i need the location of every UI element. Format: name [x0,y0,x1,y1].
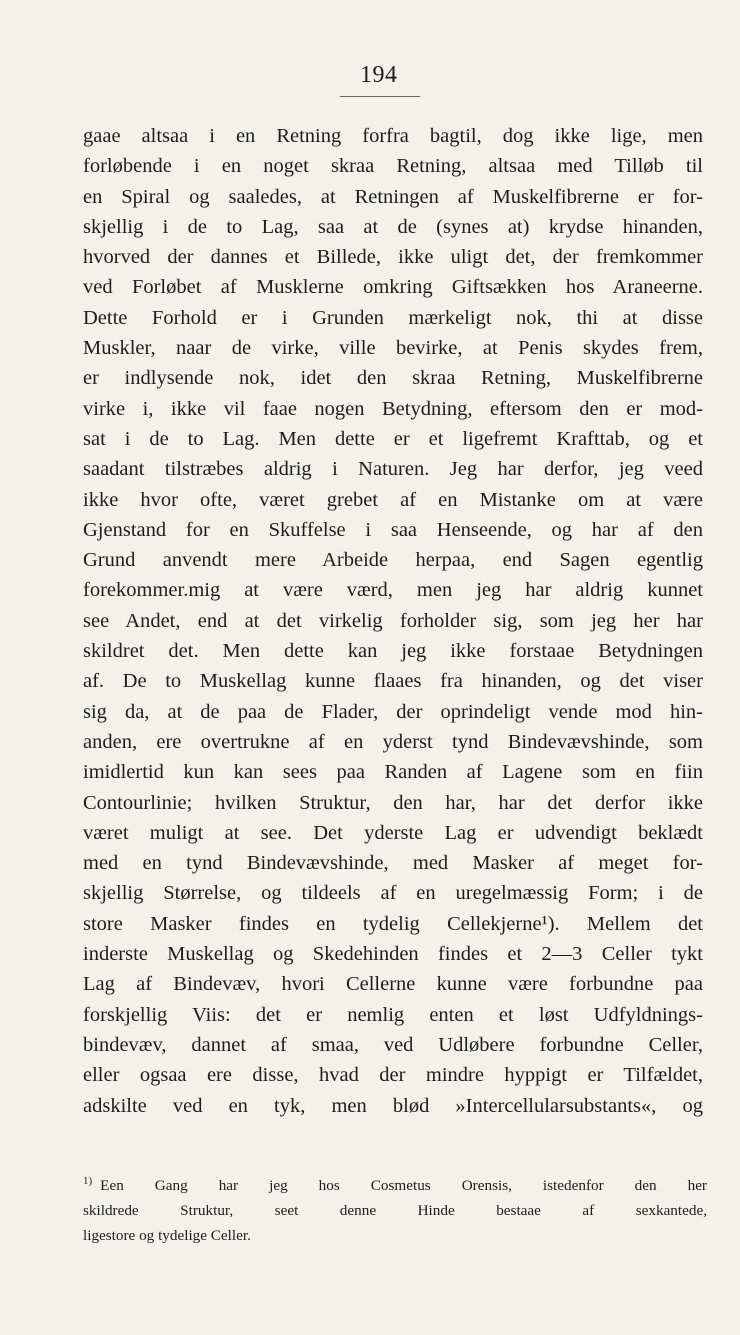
text-line: Muskler, naar de virke, ville bevirke, at Penis skydes frem, [83,337,703,360]
text-line: en Spiral og saaledes, at Retningen af Muskelfibrerne er for- [83,185,703,208]
text-line: saadant tilstræbes aldrig i Naturen. Jeg har derfor, jeg veed [83,458,703,481]
text-line: ikke hvor ofte, været grebet af en Mistanke om at være [83,488,703,511]
footnote-text: Een Gang har jeg hos Cosmetus Orensis, istedenfor den her [100,1177,707,1194]
footnote-line: skildrede Struktur, seet denne Hinde bestaae af sexkantede, [83,1202,707,1219]
text-line: af. De to Muskellag kunne flaaes fra hinanden, og det viser [83,670,703,693]
text-line: anden, ere overtrukne af en yderst tynd Bindevævshinde, som [83,730,703,753]
text-line: sig da, at de paa de Flader, der oprindeligt vende mod hin- [83,700,703,723]
text-line: forekommer.mig at være værd, men jeg har aldrig kunnet [83,579,703,602]
text-line: Lag af Bindevæv, hvori Cellerne kunne være forbundne paa [83,973,703,996]
text-line: sat i de to Lag. Men dette er et ligefremt Krafttab, og et [83,427,703,450]
footnote [83,1173,707,1248]
footnote-marker: 1) [83,1174,93,1187]
text-line: see Andet, end at det virkelig forholder sig, som jeg her har [83,609,703,632]
text-line: forskjellig Viis: det er nemlig enten et løst Udfyldnings- [83,1003,703,1026]
text-line: virke i, ikke vil faae nogen Betydning, eftersom den er mod- [83,397,703,420]
text-line: bindevæv, dannet af smaa, ved Udløbere forbundne Celler, [83,1033,703,1056]
text-line: forløbende i en noget skraa Retning, altsaa med Tilløb til [83,155,703,178]
text-line: skildret det. Men dette kan jeg ikke forstaae Betydningen [83,640,703,663]
text-line: hvorved der dannes et Billede, ikke uligt det, der fremkommer [83,246,703,269]
text-line: adskilte ved en tyk, men blød »Intercellularsubstants«, og [83,1094,703,1117]
footnote-line-first [83,1173,707,1198]
text-line: Gjenstand for en Skuffelse i saa Henseende, og har af den [83,518,703,541]
page-header [340,62,420,100]
footnote-line: ligestore og tydelige Celler. [83,1227,251,1244]
text-line: Grund anvendt mere Arbeide herpaa, end Sagen egentlig [83,549,703,572]
text-line: været muligt at see. Det yderste Lag er udvendigt beklædt [83,821,703,844]
text-line: inderste Muskellag og Skedehinden findes et 2—3 Celler tykt [83,943,703,966]
page-number: 194 [360,62,398,88]
text-line: imidlertid kun kan sees paa Randen af Lagene som en fiin [83,761,703,784]
page-number-rule [340,96,420,97]
text-line: Contourlinie; hvilken Struktur, den har, har det derfor ikke [83,791,703,814]
text-line: Dette Forhold er i Grunden mærkeligt nok, thi at disse [83,306,703,329]
text-line: er indlysende nok, idet den skraa Retning, Muskelfibrerne [83,367,703,390]
body-text [83,121,703,1121]
text-line: skjellig i de to Lag, saa at de (synes at) krydse hinanden, [83,215,703,238]
text-line: ved Forløbet af Musklerne omkring Giftsækken hos Araneerne. [83,276,703,299]
text-line: skjellig Størrelse, og tildeels af en uregelmæssig Form; i de [83,882,703,905]
text-line: med en tynd Bindevævshinde, med Masker af meget for- [83,852,703,875]
text-line: store Masker findes en tydelig Cellekjerne¹). Mellem det [83,912,703,935]
text-line: eller ogsaa ere disse, hvad der mindre hyppigt er Tilfældet, [83,1064,703,1087]
text-line: gaae altsaa i en Retning forfra bagtil, dog ikke lige, men [83,125,703,147]
